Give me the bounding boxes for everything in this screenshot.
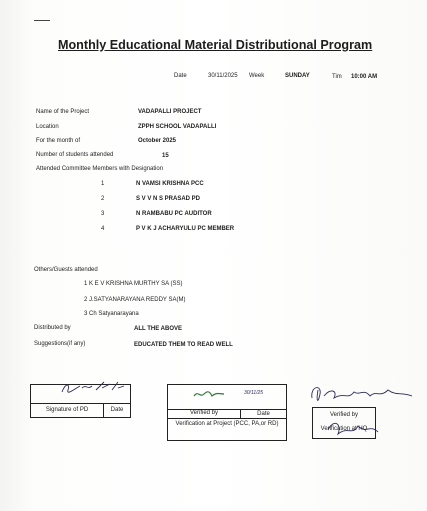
guests-label: Others/Guests attended bbox=[34, 267, 98, 273]
corner-dash bbox=[34, 20, 50, 21]
students-label: Number of students attended bbox=[36, 152, 114, 158]
pd-signature-scribble bbox=[58, 378, 128, 400]
committee-num: 4 bbox=[101, 226, 105, 232]
committee-num: 1 bbox=[101, 181, 105, 187]
committee-member: N VAMSI KRISHNA PCC bbox=[136, 181, 204, 187]
location-value: ZPPH SCHOOL VADAPALLI bbox=[138, 124, 217, 130]
time-label: Tim bbox=[332, 74, 342, 80]
suggestions-label: Suggestions(if any) bbox=[34, 341, 86, 347]
students-value: 15 bbox=[162, 153, 169, 159]
project-label: Name of the Project bbox=[36, 109, 90, 115]
pd-date-caption: Date bbox=[110, 407, 124, 413]
committee-num: 2 bbox=[101, 196, 105, 202]
committee-member: N RAMBABU PC AUDITOR bbox=[136, 211, 212, 217]
page-title: Monthly Educational Material Distributional Program bbox=[58, 38, 373, 52]
hq-verification-caption: Verification at HQ bbox=[320, 426, 368, 432]
week-label: Week bbox=[249, 73, 265, 79]
project-verification-caption: Verification at Project (PCC, PA,or RD) bbox=[175, 421, 279, 427]
suggestions-value: EDUCATED THEM TO READ WELL bbox=[134, 342, 233, 348]
committee-member: S V V N S PRASAD PD bbox=[136, 196, 201, 202]
verified-by-right-caption: Verified by bbox=[329, 412, 359, 418]
committee-num: 3 bbox=[101, 211, 105, 217]
pd-signature-caption: Signature of PD bbox=[45, 407, 89, 413]
guest-item: 2 J.SATYANARAYANA REDDY SA(M) bbox=[84, 297, 186, 303]
project-verification-box bbox=[167, 384, 287, 441]
week-value: SUNDAY bbox=[285, 73, 310, 79]
verified-date-caption: Date bbox=[257, 411, 270, 417]
project-signature-scribble bbox=[192, 388, 226, 402]
time-value: 10:00 AM bbox=[351, 74, 378, 80]
verified-by-caption: Verified by bbox=[189, 410, 219, 416]
verified-date-handwritten: 30/11/25 bbox=[244, 390, 264, 396]
guest-item: 3 Ch Satyanarayana bbox=[84, 311, 139, 317]
committee-label: Attended Committee Members with Designation bbox=[36, 166, 164, 172]
date-label: Date bbox=[174, 73, 187, 79]
date-value: 30/11/2025 bbox=[208, 73, 238, 79]
guest-item: 1 K E V KRISHNA MURTHY SA (SS) bbox=[84, 281, 183, 287]
month-value: October 2025 bbox=[138, 138, 177, 144]
committee-member: P V K J ACHARYULU PC MEMBER bbox=[136, 226, 235, 232]
project-value: VADAPALLI PROJECT bbox=[138, 109, 202, 115]
month-label: For the month of bbox=[36, 138, 81, 144]
distributed-value: ALL THE ABOVE bbox=[134, 326, 183, 332]
hq-signature-scribble bbox=[308, 380, 422, 444]
location-label: Location bbox=[36, 124, 59, 130]
distributed-label: Distributed by bbox=[34, 325, 71, 331]
